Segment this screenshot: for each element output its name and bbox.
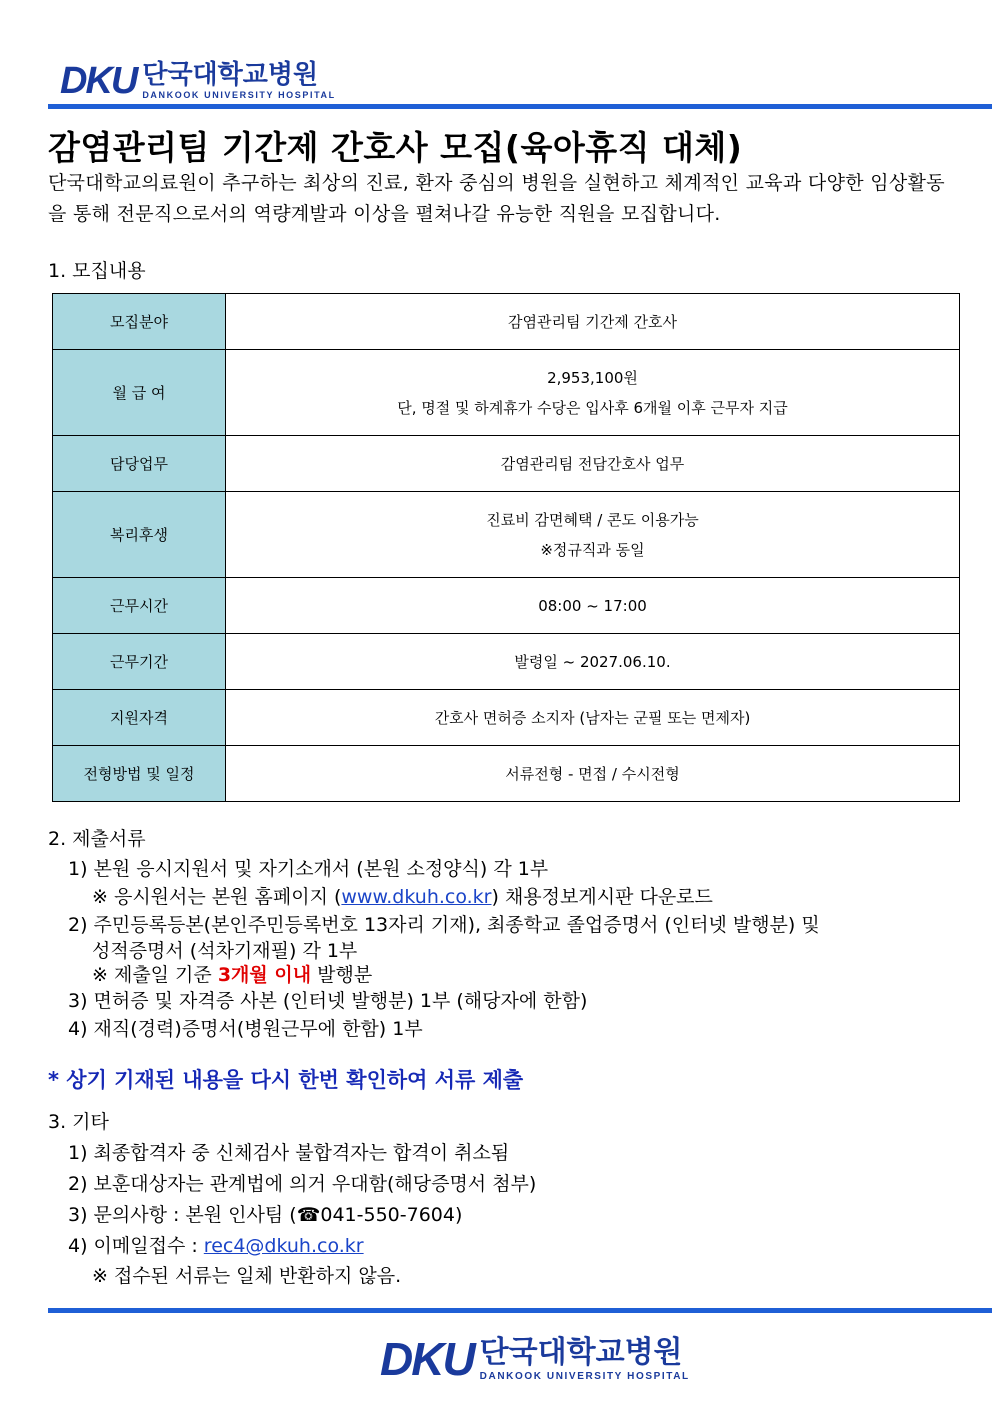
table-row (53, 634, 960, 690)
list-item: 1) 최종합격자 중 신체검사 불합격자는 합격이 취소됨 (68, 1142, 510, 1164)
header-rule (48, 104, 992, 109)
table-row (53, 350, 960, 436)
list-item-note: ※ 응시원서는 본원 홈페이지 (www.dkuh.co.kr) 채용정보게시판 다운로드 (92, 886, 713, 908)
row-value: 발령일 ~ 2027.06.10. (226, 634, 960, 690)
table-row (53, 436, 960, 492)
hospital-name-ko: 단국대학교병원 (479, 1335, 683, 1370)
hospital-name-en: DANKOOK UNIVERSITY HOSPITAL (479, 1371, 690, 1382)
documents-list (68, 855, 968, 1043)
footer-rule (48, 1308, 992, 1313)
homepage-link[interactable]: www.dkuh.co.kr (341, 886, 492, 908)
list-item: 3) 문의사항 : 본원 인사팀 (☎041-550-7604) (68, 1204, 463, 1226)
row-label: 지원자격 (53, 690, 226, 746)
row-label: 모집분야 (53, 294, 226, 350)
list-item: 1) 본원 응시지원서 및 자기소개서 (본원 소정양식) 각 1부 (68, 858, 549, 880)
email-link[interactable]: rec4@dkuh.co.kr (203, 1235, 364, 1257)
highlight-period: 3개월 이내 (217, 964, 312, 986)
intro-paragraph: 단국대학교의료원이 추구하는 최상의 진료, 환자 중심의 병원을 실현하고 체계적인 교육과 다양한 임상활동을 통해 전문직으로서의 역량계발과 이상을 펼쳐나갈 유능한 직원을 모집합니다. (48, 172, 945, 225)
list-item-note: ※ 제출일 기준 3개월 이내 발행분 (92, 964, 373, 986)
row-value: 진료비 감면혜택 / 콘도 이용가능 ※정규직과 동일 (226, 492, 960, 578)
hospital-name-en: DANKOOK UNIVERSITY HOSPITAL (142, 90, 336, 100)
page-title: 감염관리팀 기간제 간호사 모집(육아휴직 대체) (48, 128, 743, 167)
notice-text: * 상기 기재된 내용을 다시 한번 확인하여 서류 제출 (48, 1068, 524, 1092)
table-row (53, 492, 960, 578)
row-value: 간호사 면허증 소지자 (남자는 군필 또는 면제자) (226, 690, 960, 746)
row-value: 08:00 ~ 17:00 (226, 578, 960, 634)
row-value: 2,953,100원 단, 명절 및 하계휴가 수당은 입사후 6개월 이후 근무자 지급 (226, 350, 960, 436)
row-value: 서류전형 - 면접 / 수시전형 (226, 746, 960, 802)
list-item-cont: 성적증명서 (석차기재필) 각 1부 (92, 940, 358, 962)
section-heading-recruitment: 1. 모집내용 (48, 260, 146, 282)
list-item: 4) 이메일접수 : rec4@dkuh.co.kr (68, 1235, 364, 1257)
row-value: 감염관리팀 전담간호사 업무 (226, 436, 960, 492)
table-row (53, 578, 960, 634)
header-logo (60, 62, 336, 100)
recruitment-table (52, 293, 960, 802)
row-label: 복리후생 (53, 492, 226, 578)
list-item: 3) 면허증 및 자격증 사본 (인터넷 발행분) 1부 (해당자에 한함) (68, 990, 588, 1012)
section-heading-documents: 2. 제출서류 (48, 828, 146, 850)
list-item: 2) 보훈대상자는 관계법에 의거 우대함(해당증명서 첨부) (68, 1173, 537, 1195)
hospital-name-ko: 단국대학교병원 (142, 60, 319, 90)
list-item-note: ※ 접수된 서류는 일체 반환하지 않음. (92, 1265, 402, 1287)
footer-logo (380, 1333, 690, 1385)
table-row (53, 690, 960, 746)
dku-logo-mark: DKU (60, 60, 137, 102)
other-list (68, 1138, 968, 1290)
row-label: 담당업무 (53, 436, 226, 492)
table-row (53, 294, 960, 350)
dku-logo-mark: DKU (380, 1333, 474, 1385)
row-label: 월 급 여 (53, 350, 226, 436)
section-heading-other: 3. 기타 (48, 1111, 109, 1133)
row-value: 감염관리팀 기간제 간호사 (226, 294, 960, 350)
row-label: 근무시간 (53, 578, 226, 634)
row-label: 근무기간 (53, 634, 226, 690)
list-item: 2) 주민등록등본(본인주민등록번호 13자리 기재), 최종학교 졸업증명서 (인터넷 발행분) 및 (68, 914, 820, 936)
table-row (53, 746, 960, 802)
list-item: 4) 재직(경력)증명서(병원근무에 한함) 1부 (68, 1018, 423, 1040)
row-label: 전형방법 및 일정 (53, 746, 226, 802)
